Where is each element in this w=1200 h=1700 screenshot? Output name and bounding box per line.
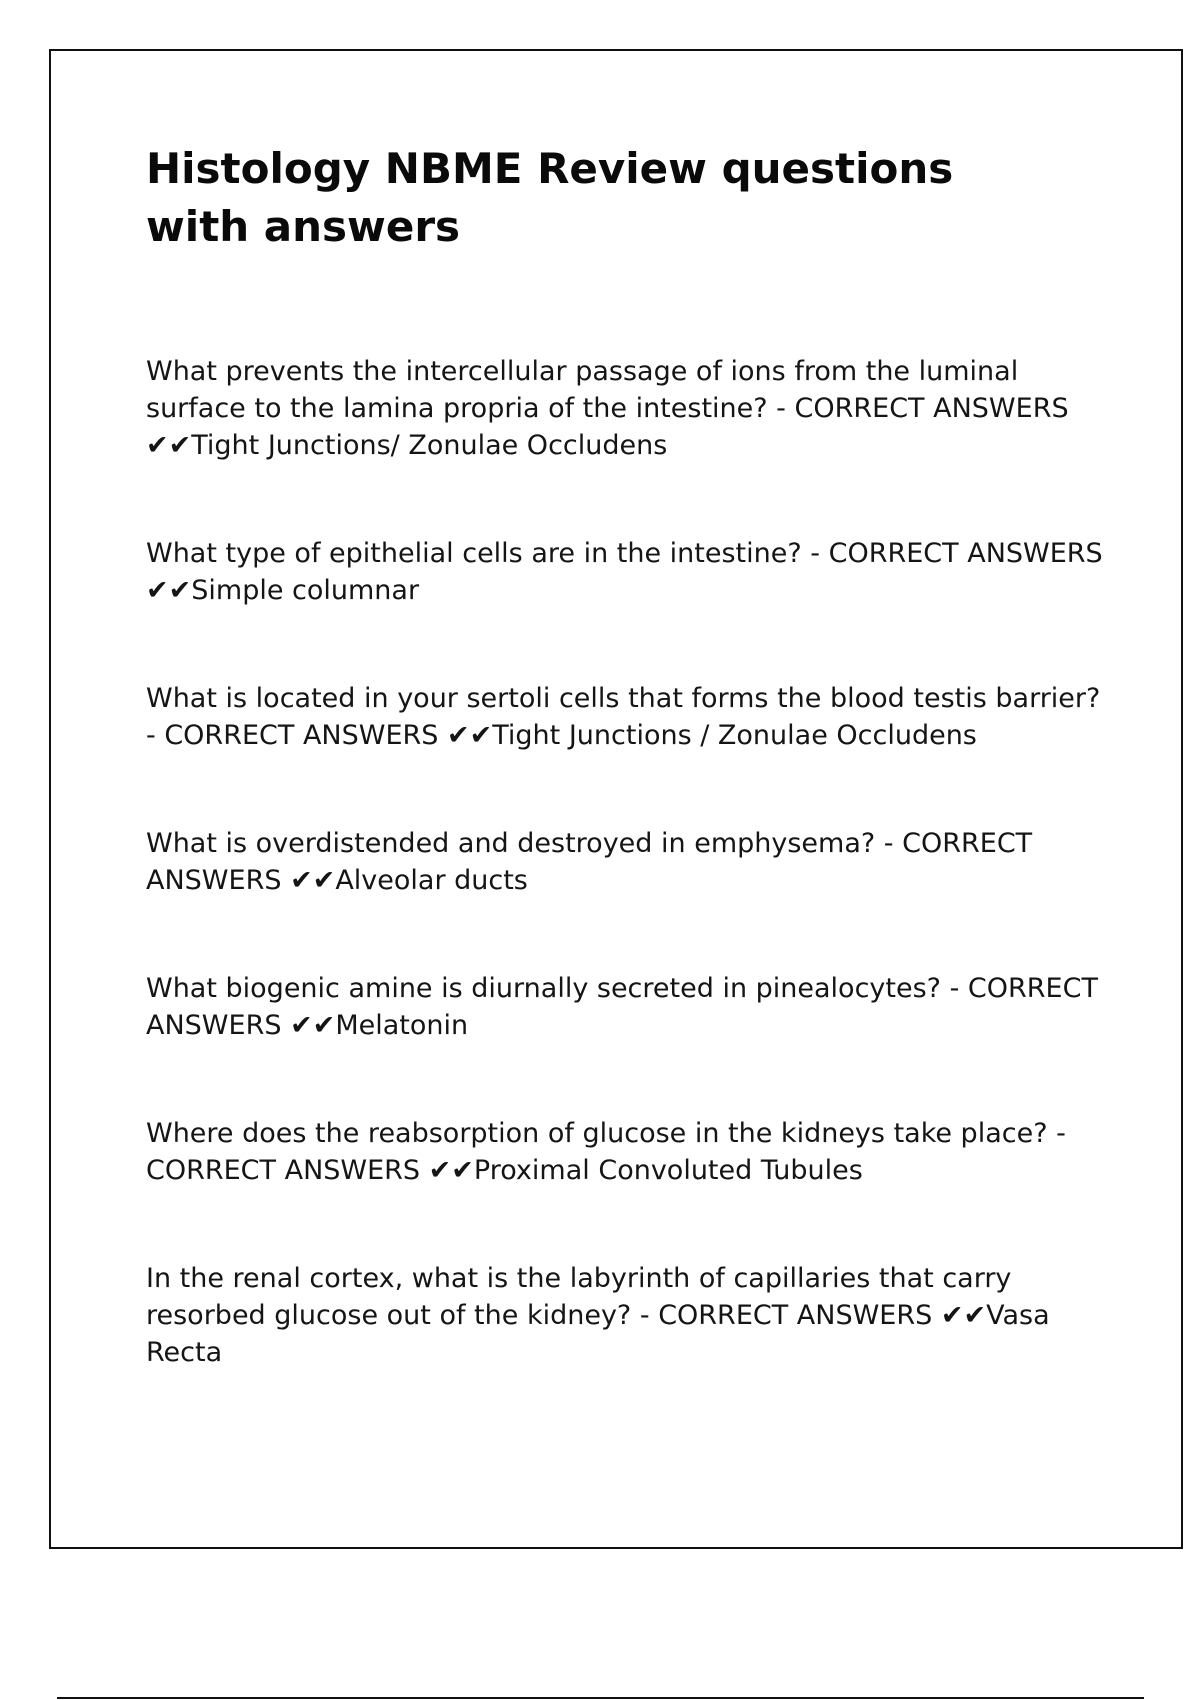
check-icon: ✔✔ <box>290 1010 336 1041</box>
qa-item-3: What is located in your sertoli cells that forms the blood testis barrier? - CORRECT ANSWERS ✔✔Tight Junctions / Zonulae Occludens <box>146 683 1109 751</box>
question-text: What is overdistended and destroyed in emphysema? <box>146 828 876 859</box>
answer-marker: CORRECT ANSWERS <box>146 973 1098 1041</box>
answer-text: Proximal Convoluted Tubules <box>473 1155 863 1186</box>
qa-item-1: What prevents the intercellular passage of ions from the luminal surface to the lamina propria of the intestine? - CORRECT ANSWERS ✔✔Tight Junctions/ Zonulae Occludens <box>146 356 1069 461</box>
check-icon: ✔✔ <box>428 1155 474 1186</box>
question-text: What is located in your sertoli cells that forms the blood testis barrier? <box>146 683 1101 714</box>
question-text: What biogenic amine is diurnally secreted in pinealocytes? <box>146 973 941 1004</box>
answer-text: Alveolar ducts <box>335 865 528 896</box>
check-icon: ✔✔ <box>447 720 493 751</box>
check-icon: ✔✔ <box>146 575 192 606</box>
answer-marker: CORRECT ANSWERS <box>146 828 1033 896</box>
answer-marker: CORRECT ANSWERS <box>146 1155 421 1186</box>
qa-list <box>146 353 1109 1371</box>
qa-item-2: What type of epithelial cells are in the intestine? - CORRECT ANSWERS ✔✔Simple columnar <box>146 538 1103 606</box>
answer-text: Tight Junctions/ Zonulae Occludens <box>191 430 668 461</box>
footer-rule <box>57 1697 1144 1699</box>
answer-text: Melatonin <box>335 1010 469 1041</box>
answer-marker: CORRECT ANSWERS <box>164 720 439 751</box>
document-title: Histology NBME Review questions with answers <box>146 144 954 251</box>
question-text: What prevents the intercellular passage of ions from the luminal surface to the lamina propria of the intestine? <box>146 356 1019 424</box>
answer-text: Vasa Recta <box>146 1300 1050 1368</box>
question-text: What type of epithelial cells are in the intestine? <box>146 538 802 569</box>
check-icon: ✔✔ <box>146 430 192 461</box>
qa-item-7: In the renal cortex, what is the labyrinth of capillaries that carry resorbed glucose out of the kidney? - CORRECT ANSWERS ✔✔Vasa Recta <box>146 1263 1050 1368</box>
answer-text: Simple columnar <box>191 575 420 606</box>
answer-marker: CORRECT ANSWERS <box>658 1300 933 1331</box>
question-text: Where does the reabsorption of glucose in the kidneys take place? <box>146 1118 1048 1149</box>
check-icon: ✔✔ <box>940 1300 987 1331</box>
answer-text: Tight Junctions / Zonulae Occludens <box>492 720 977 751</box>
answer-marker: CORRECT ANSWERS <box>828 538 1103 569</box>
qa-item-4: What is overdistended and destroyed in emphysema? - CORRECT ANSWERS ✔✔Alveolar ducts <box>146 828 1033 896</box>
check-icon: ✔✔ <box>290 865 336 896</box>
qa-item-5: What biogenic amine is diurnally secreted in pinealocytes? - CORRECT ANSWERS ✔✔Melatonin <box>146 973 1098 1041</box>
question-text: In the renal cortex, what is the labyrinth of capillaries that carry resorbed glucose out of the kidney? <box>146 1263 1012 1331</box>
qa-item-6: Where does the reabsorption of glucose in the kidneys take place? - CORRECT ANSWERS ✔✔Proximal Convoluted Tubules <box>146 1118 1075 1186</box>
answer-marker: CORRECT ANSWERS <box>794 393 1069 424</box>
